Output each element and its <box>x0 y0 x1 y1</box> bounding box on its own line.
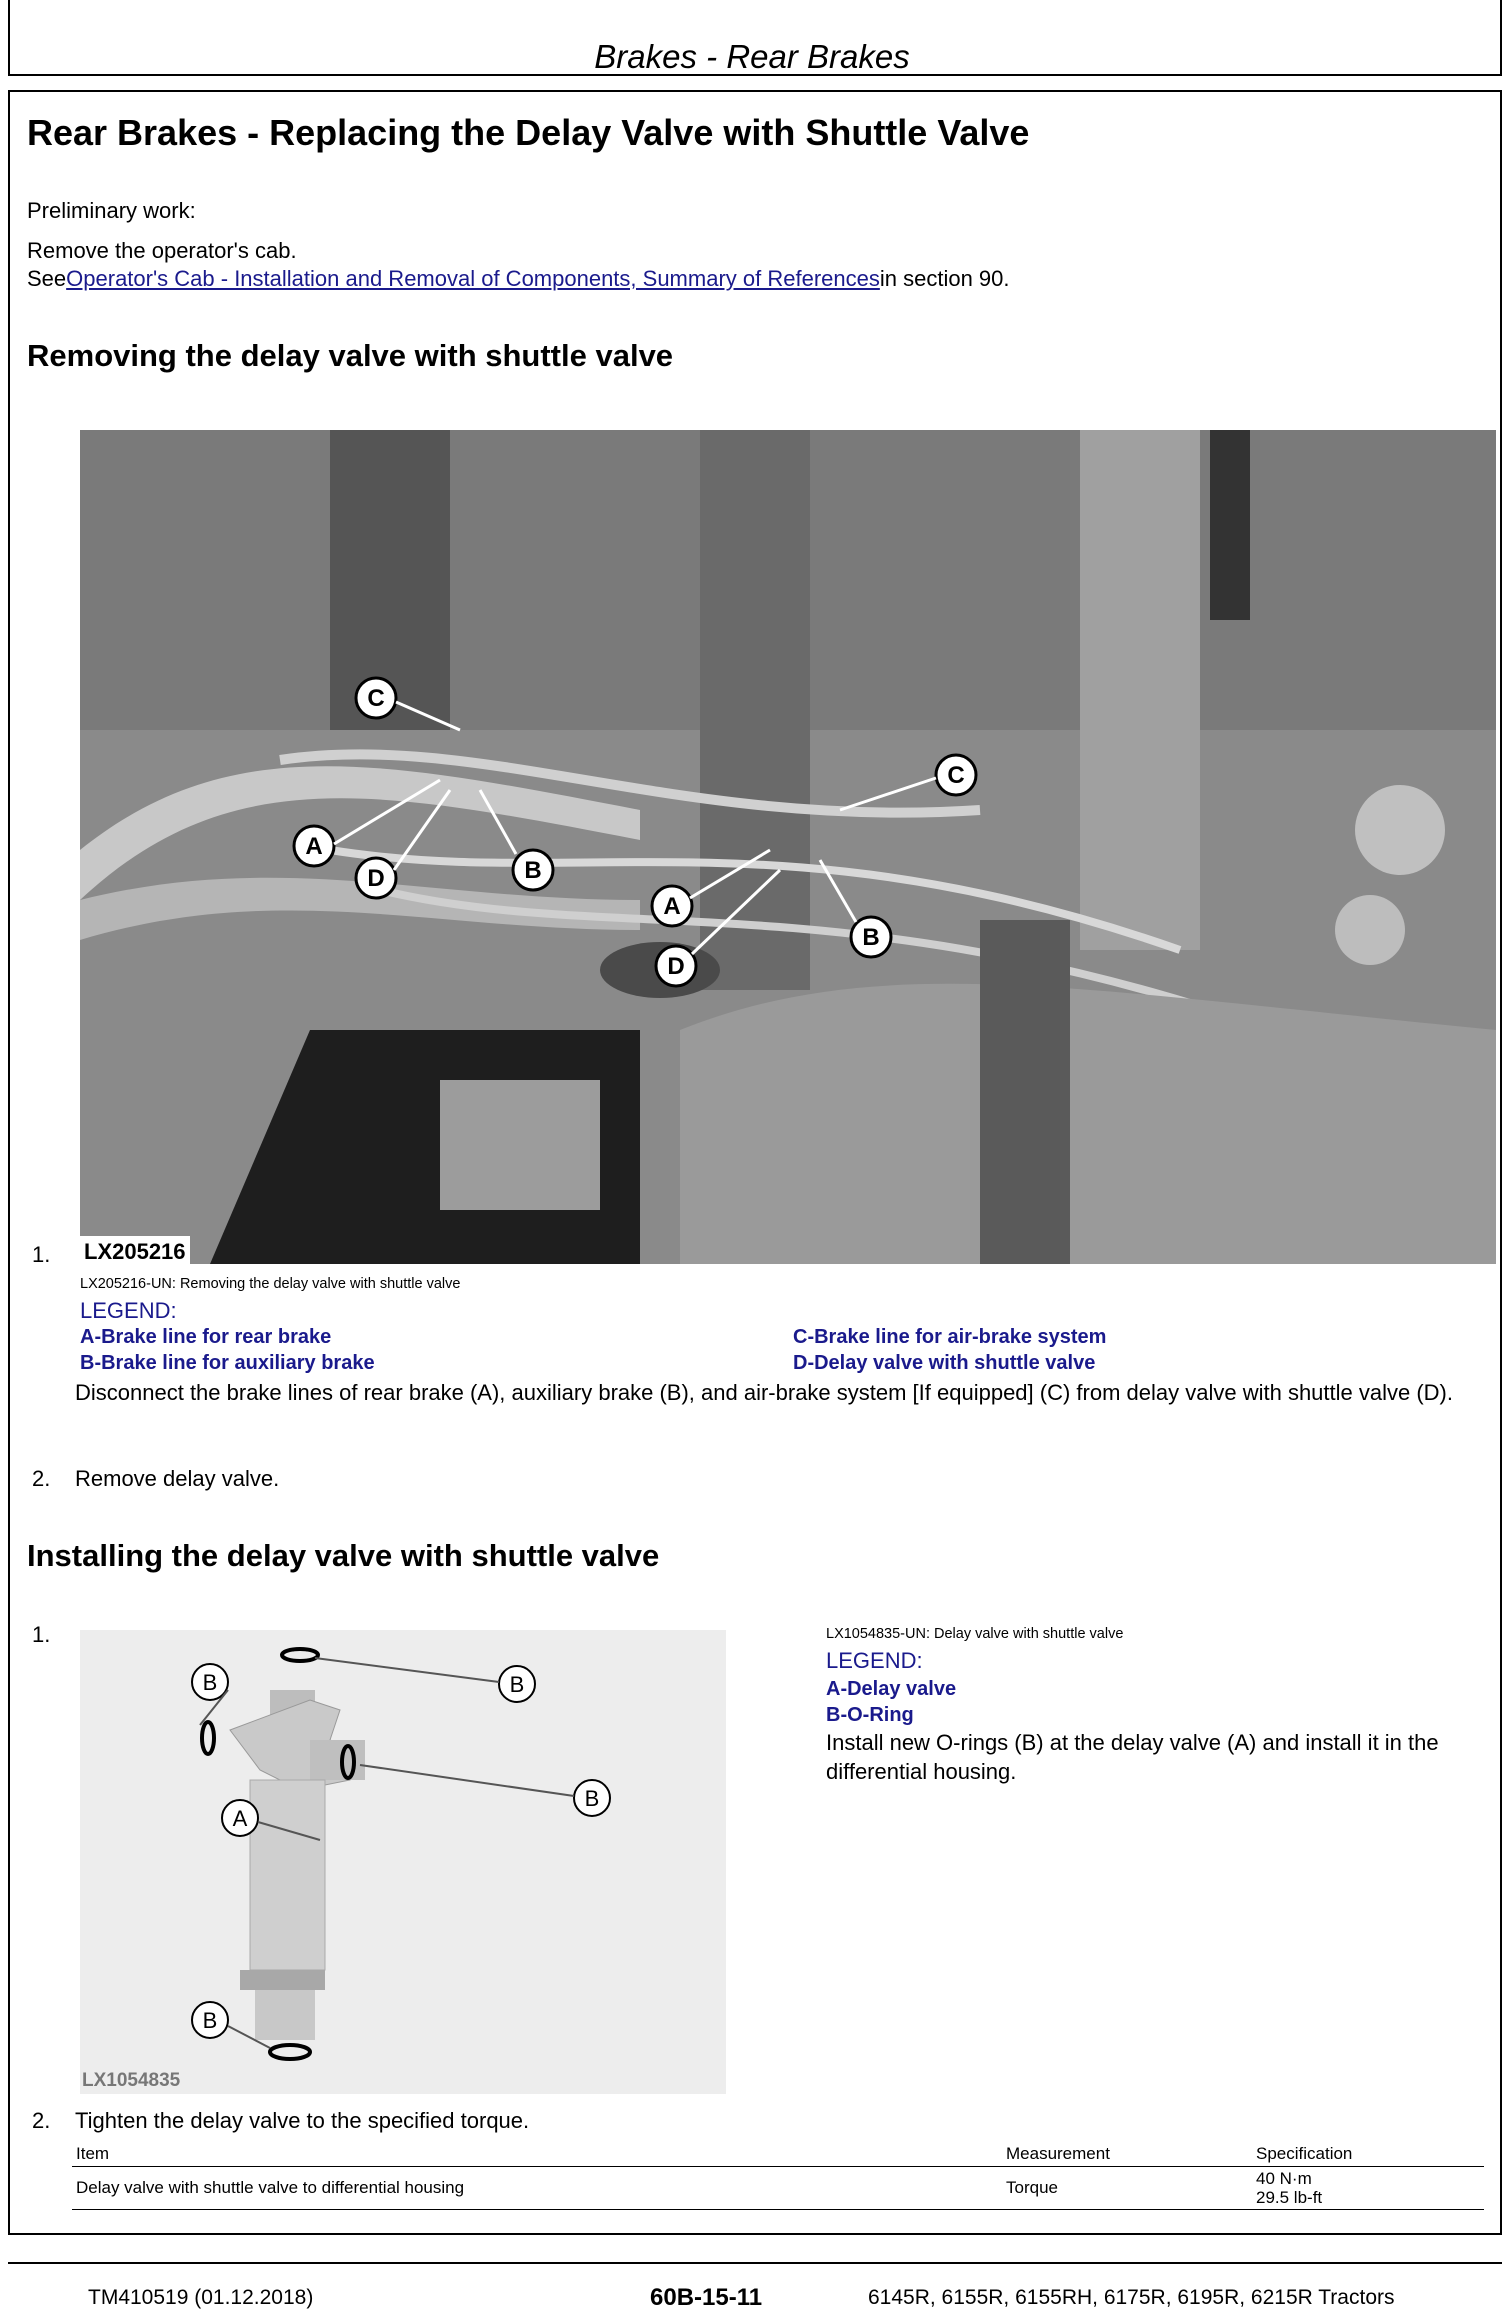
callout-b-left-label: B <box>524 857 542 884</box>
delay-valve-figure-label: LX1054835 <box>82 2070 181 2091</box>
page-title: Rear Brakes - Replacing the Delay Valve with Shuttle Valve <box>27 112 1030 153</box>
callout-a-right-label: A <box>663 893 681 920</box>
table-row <box>72 2167 1484 2210</box>
install-callout-a <box>222 1800 258 1836</box>
callout-c-right <box>936 755 976 795</box>
callout-c-right-label: C <box>947 762 965 789</box>
cell-specification <box>1252 2167 1484 2210</box>
legend-item-d: D-Delay valve with shuttle valve <box>793 1352 1096 1374</box>
preliminary-line1: Remove the operator's cab. <box>27 238 297 263</box>
preliminary-label: Preliminary work: <box>27 198 196 223</box>
callout-d-left-label: D <box>367 865 385 892</box>
legend-item-a: A-Brake line for rear brake <box>80 1326 332 1348</box>
header-title: Brakes - Rear Brakes <box>594 38 910 75</box>
callout-b-left <box>513 850 553 890</box>
install-callout-b-3 <box>574 1780 610 1816</box>
callout-b-right-label: B <box>862 924 880 951</box>
removal-figure <box>80 430 1496 1264</box>
header-measurement: Measurement <box>1002 2142 1252 2167</box>
installing-step2-number: 2. <box>32 2108 51 2133</box>
preliminary-see-line <box>27 264 1010 293</box>
install-callout-a-label: A <box>232 1806 248 1831</box>
torque-spec-table <box>72 2142 1484 2210</box>
install-callout-b-2 <box>499 1666 535 1702</box>
removing-step2-number: 2. <box>32 1466 51 1491</box>
footer-doc-id: TM410519 (01.12.2018) <box>88 2286 314 2309</box>
install-legend-item-b: B-O-Ring <box>826 1704 914 1726</box>
callout-c-left <box>356 678 396 718</box>
removing-step1-text: Disconnect the brake lines of rear brake (A), auxiliary brake (B), and air-brake system [If equipped] (C) from delay valve with shuttle valve (D). <box>75 1380 1453 1405</box>
callout-d-left <box>356 858 396 898</box>
removing-heading: Removing the delay valve with shuttle valve <box>27 338 674 373</box>
legend-item-b: B-Brake line for auxiliary brake <box>80 1352 375 1374</box>
callout-a-right <box>652 886 692 926</box>
install-callout-b-1 <box>192 1664 228 1700</box>
install-callout-b-1-label: B <box>202 1670 218 1695</box>
see-prefix: See <box>27 266 67 291</box>
install-legend-item-a: A-Delay valve <box>826 1678 957 1700</box>
delay-valve-figure <box>80 1630 726 2094</box>
table-header-row <box>72 2142 1484 2167</box>
legend-item-c: C-Brake line for air-brake system <box>793 1326 1107 1348</box>
installing-step1-text: Install new O-rings (B) at the delay valve (A) and install it in the differential housing. <box>826 1730 1439 1784</box>
installing-heading: Installing the delay valve with shuttle valve <box>27 1538 660 1573</box>
install-callout-b-4 <box>192 2002 228 2038</box>
cell-item: Delay valve with shuttle valve to differential housing <box>72 2167 1002 2210</box>
see-suffix: in section 90. <box>879 266 1010 291</box>
removal-figure-label: LX205216 <box>84 1239 186 1264</box>
removing-step2-text: Remove delay valve. <box>75 1466 280 1491</box>
header-item: Item <box>72 2142 1002 2167</box>
callout-c-left-label: C <box>367 685 385 712</box>
removal-caption: LX205216-UN: Removing the delay valve with shuttle valve <box>80 1276 461 1292</box>
callout-d-right <box>656 946 696 986</box>
install-legend-title: LEGEND: <box>826 1648 923 1673</box>
cell-measurement: Torque <box>1002 2167 1252 2210</box>
callout-a-left <box>294 826 334 866</box>
install-callout-b-4-label: B <box>202 2008 218 2033</box>
footer-page-number: 60B-15-11 <box>650 2284 763 2311</box>
install-caption: LX1054835-UN: Delay valve with shuttle valve <box>826 1626 1124 1642</box>
spec-imperial: 29.5 lb-ft <box>1256 2188 1323 2207</box>
callout-d-right-label: D <box>667 953 685 980</box>
install-callout-b-2-label: B <box>509 1672 525 1697</box>
removing-step1-number: 1. <box>32 1242 51 1267</box>
callout-a-left-label: A <box>305 833 323 860</box>
removal-legend-title: LEGEND: <box>80 1298 177 1323</box>
footer-models: 6145R, 6155R, 6155RH, 6175R, 6195R, 6215R Tractors <box>868 2286 1395 2309</box>
footer-rule <box>8 2262 1502 2264</box>
install-callout-b-3-label: B <box>584 1786 600 1811</box>
header-specification: Specification <box>1252 2142 1484 2167</box>
installing-step2-text: Tighten the delay valve to the specified torque. <box>75 2108 530 2133</box>
installing-step1-number: 1. <box>32 1622 51 1647</box>
spec-metric: 40 N·m <box>1256 2169 1312 2188</box>
callout-b-right <box>851 917 891 957</box>
cab-reference-link[interactable]: Operator's Cab - Installation and Removal of Components, Summary of References <box>66 266 880 291</box>
